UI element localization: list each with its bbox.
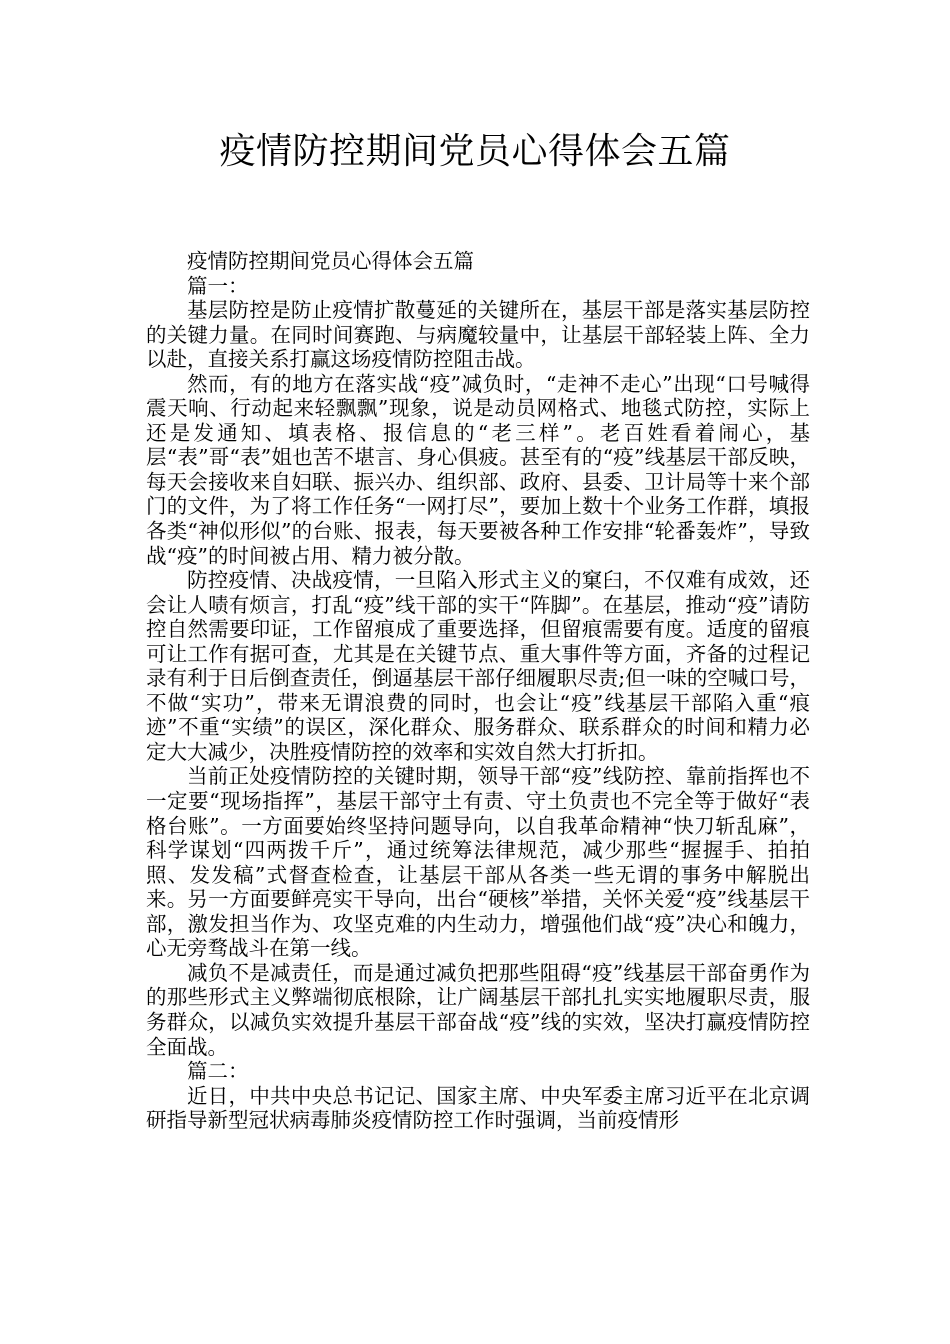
document-body (146, 249, 810, 1133)
body-paragraph: 近日，中共中央总书记记、国家主席、中央军委主席习近平在北京调研指导新型冠状病毒肺炎疫情防控工作时强调，当前疫情形 (146, 1083, 810, 1133)
body-heading: 疫情防控期间党员心得体会五篇 (187, 249, 474, 273)
body-paragraph: 防控疫情、决战疫情，一旦陷入形式主义的窠臼，不仅难有成效，还会让人啧有烦言，打乱“疫”线干部的实干“阵脚”。在基层，推动“疫”请防控自然需要印证，工作留痕成了重要选择，但留痕需要有度。适度的留痕可让工作有据可查，尤其是在关键节点、重大事件等方面，齐备的过程记录有利于日后倒查责任，倒逼基层干部仔细履职尽责;但一味的空喊口号，不做“实功”，带来无谓浪费的同时，也会让“疫”线基层干部陷入重“痕迹”不重“实绩”的误区，深化群众、服务群众、联系群众的时间和精力必定大大减少，决胜疫情防控的效率和实效自然大打折扣。 (146, 568, 810, 764)
body-paragraph: 然而，有的地方在落实战“疫”减负时，“走神不走心”出现“口号喊得震天响、行动起来轻飘飘”现象，说是动员网格式、地毯式防控，实际上还是发通知、填表格、报信息的“老三样”。老百姓看着闹心，基层“表”哥“表”姐也苦不堪言、身心俱疲。甚至有的“疫”线基层干部反映，每天会接收来自妇联、振兴办、组织部、政府、县委、卫计局等十来个部门的文件，为了将工作任务“一网打尽”，要加上数十个业务工作群，填报各类“神似形似”的台账、报表，每天要被各种工作安排“轮番轰炸”，导致战“疫”的时间被占用、精力被分散。 (146, 371, 810, 568)
section-label-1: 篇一： (187, 273, 249, 298)
body-paragraph: 减负不是减责任，而是通过减负把那些阻碍“疫”线基层干部奋勇作为的那些形式主义弊端彻底根除，让广阔基层干部扎扎实实地履职尽责，服务群众，以减负实效提升基层干部奋战“疫”线的实效，坚决打赢疫情防控全面战。 (146, 960, 810, 1059)
document-title: 疫情防控期间党员心得体会五篇 (219, 131, 731, 172)
body-paragraph: 基层防控是防止疫情扩散蔓延的关键所在，基层干部是落实基层防控的关键力量。在同时间赛跑、与病魔较量中，让基层干部轻装上阵、全力以赴，直接关系打赢这场疫情防控阻击战。 (146, 298, 810, 372)
body-paragraph: 当前正处疫情防控的关键时期，领导干部“疫”线防控、靠前指挥也不一定要“现场指挥”，基层干部守土有责、守土负责也不完全等于做好“表格台账”。一方面要始终坚持问题导向，以自我革命精神“快刀斩乱麻”，科学谋划“四两拨千斤”，通过统筹法律规范，减少那些“握握手、拍拍照、发发稿”式督查检查，让基层干部从各类一些无谓的事务中解脱出来。另一方面要鲜亮实干导向，出台“硬核”举措，关怀关爱“疫”线基层干部，激发担当作为、攻坚克难的内生动力，增强他们战“疫”决心和魄力，心无旁骛战斗在第一线。 (146, 764, 810, 961)
section-label-2: 篇二： (187, 1059, 249, 1084)
